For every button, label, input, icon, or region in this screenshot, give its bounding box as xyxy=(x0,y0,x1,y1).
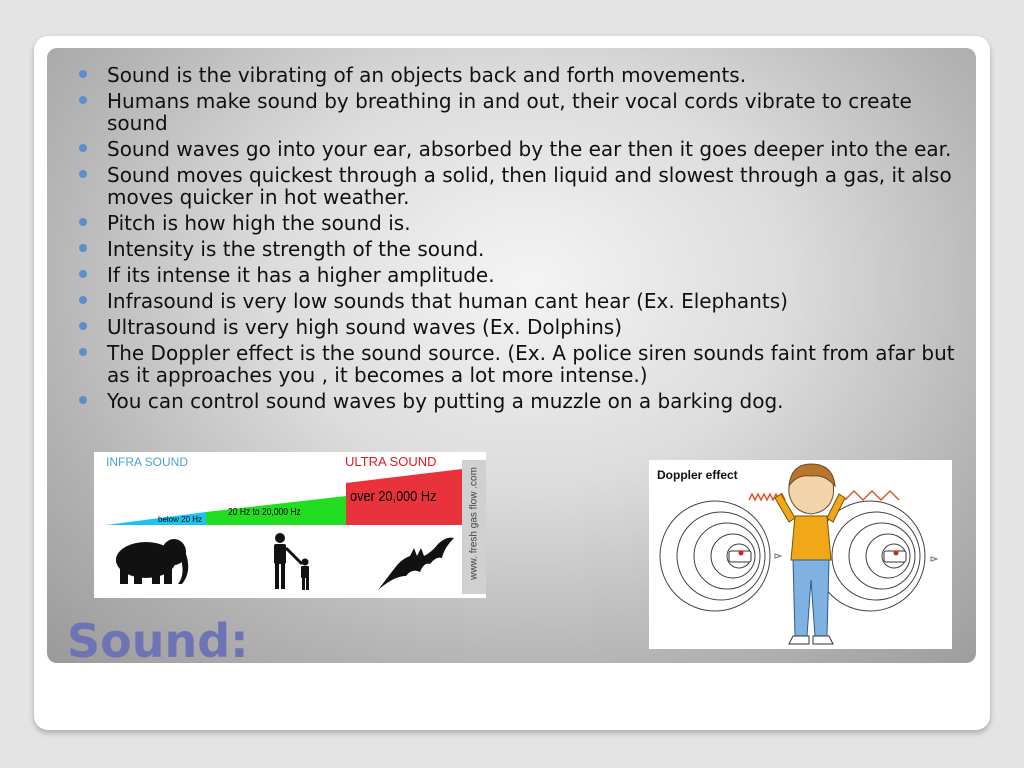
people-icon xyxy=(274,533,309,590)
infra-sound-label: INFRA SOUND xyxy=(106,455,189,469)
right-arrow-icon xyxy=(931,557,937,561)
bullet-dot-icon xyxy=(79,348,87,356)
right-car-icon xyxy=(884,551,906,563)
bullet-dot-icon xyxy=(79,270,87,278)
child-figure-icon xyxy=(775,464,845,644)
bullet-text: Sound waves go into your ear, absorbed by the ear then it goes deeper into the ear. xyxy=(107,137,952,161)
frequency-range-graphic xyxy=(94,452,486,598)
bat-icon xyxy=(378,538,454,590)
bullet-dot-icon xyxy=(79,144,87,152)
bullet-dot-icon xyxy=(79,244,87,252)
bullet-dot-icon xyxy=(79,70,87,78)
bullet-item xyxy=(76,342,956,386)
bullet-text: Infrasound is very low sounds that human cant hear (Ex. Elephants) xyxy=(107,289,788,313)
bullet-list xyxy=(76,64,956,416)
bullet-item xyxy=(76,64,956,86)
bullet-item xyxy=(76,238,956,260)
slide-title: Sound: xyxy=(67,614,249,668)
ultra-sound-label: ULTRA SOUND xyxy=(345,454,437,469)
bullet-dot-icon xyxy=(79,322,87,330)
left-car-icon xyxy=(729,551,751,563)
bullet-text: The Doppler effect is the sound source. (Ex. A police siren sounds faint from afar but as it approaches you , it becomes a lot more intense.) xyxy=(107,341,955,387)
bullet-item xyxy=(76,390,956,412)
bullet-text: Intensity is the strength of the sound. xyxy=(107,237,485,261)
audible-range-label: 20 Hz to 20,000 Hz xyxy=(228,507,301,518)
watermark-text: www. fresh gas flow .com xyxy=(468,467,480,580)
bullet-dot-icon xyxy=(79,96,87,104)
below-20hz-label: below 20 Hz xyxy=(158,515,203,524)
doppler-effect-graphic xyxy=(649,460,952,649)
bullet-text: Sound moves quickest through a solid, then liquid and slowest through a gas, it also moves quicker in hot weather. xyxy=(107,163,952,209)
doppler-effect-title: Doppler effect xyxy=(657,468,738,482)
elephant-icon xyxy=(116,539,188,584)
bullet-item xyxy=(76,290,956,312)
bullet-item xyxy=(76,212,956,234)
bullet-dot-icon xyxy=(79,396,87,404)
bullet-item xyxy=(76,264,956,286)
watermark-strip xyxy=(462,460,486,594)
bullet-item xyxy=(76,164,956,208)
bullet-text: Sound is the vibrating of an objects back and forth movements. xyxy=(107,63,747,87)
bullet-text: Pitch is how high the sound is. xyxy=(107,211,411,235)
frequency-range-image xyxy=(94,452,486,598)
bullet-text: Humans make sound by breathing in and out, their vocal cords vibrate to create sound xyxy=(107,89,912,135)
doppler-effect-image xyxy=(649,460,952,649)
bullet-item xyxy=(76,316,956,338)
bullet-dot-icon xyxy=(79,218,87,226)
bullet-item xyxy=(76,138,956,160)
bullet-dot-icon xyxy=(79,170,87,178)
bullet-item xyxy=(76,90,956,134)
bullet-text: Ultrasound is very high sound waves (Ex. Dolphins) xyxy=(107,315,623,339)
over-20000hz-label: over 20,000 Hz xyxy=(350,488,437,505)
low-frequency-wave xyxy=(845,491,899,500)
left-arrow-icon xyxy=(775,554,781,558)
bullet-dot-icon xyxy=(79,296,87,304)
bullet-text: If its intense it has a higher amplitude. xyxy=(107,263,495,287)
bullet-text: You can control sound waves by putting a muzzle on a barking dog. xyxy=(107,389,784,413)
left-sound-waves xyxy=(660,501,770,611)
